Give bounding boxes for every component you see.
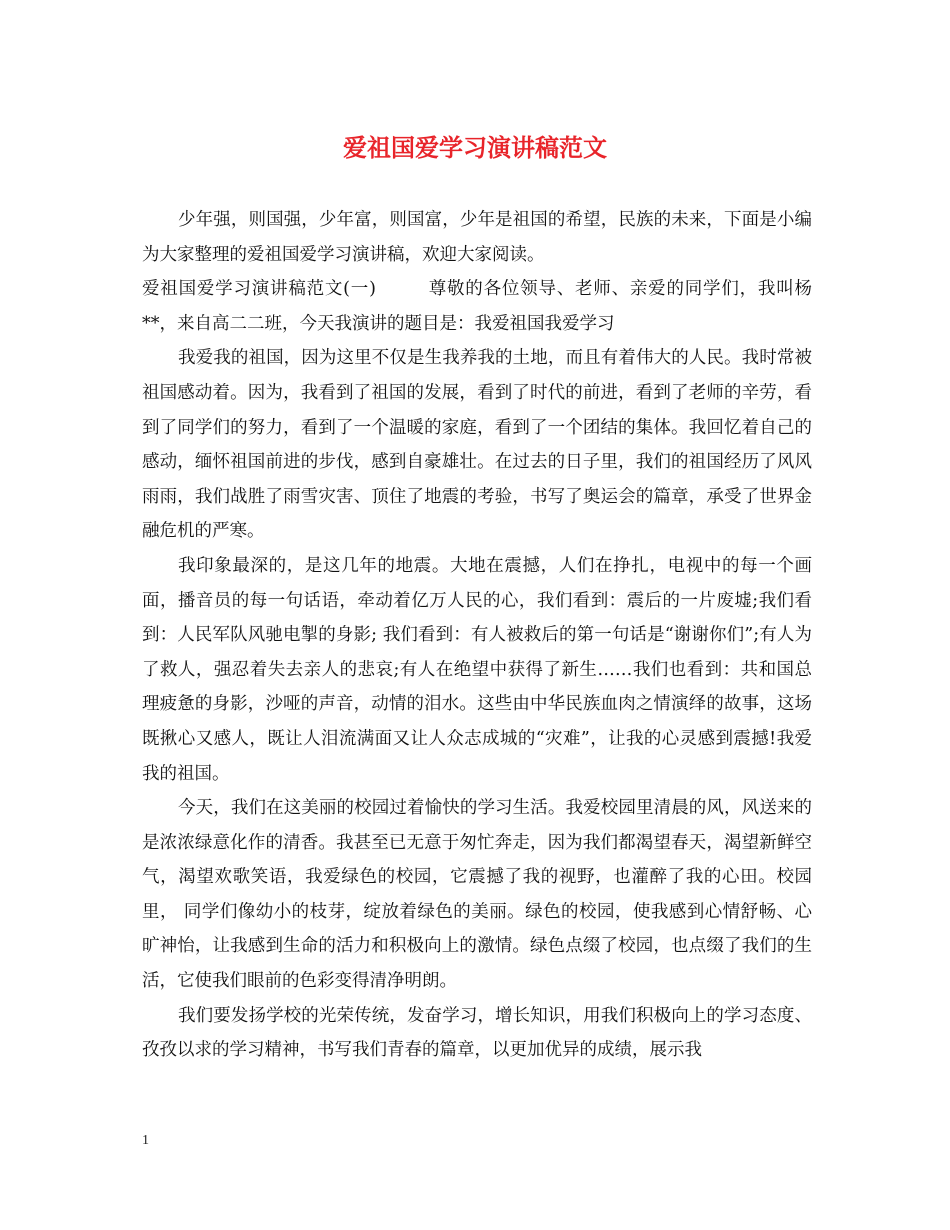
document-body [142,203,812,1068]
intro-paragraph: 少年强，则国强，少年富，则国富，少年是祖国的希望，民族的未来，下面是小编为大家整理的爱祖国爱学习演讲稿，欢迎大家阅读。 [142,210,812,265]
section-heading-line [142,272,812,341]
body-paragraph-2: 我印象最深的，是这几年的地震。大地在震撼，人们在挣扎，电视中的每一个画面，播音员的每一句话语，牵动着亿万人民的心，我们看到：震后的一片废墟;我们看到：人民军队风驰电掣的身影; 我们看到：有人被救后的第一句话是“谢谢你们”;有人为了救人，强忍着失去亲人的悲哀;有人在绝望中获得了新生……我们也看到：共和国总理疲惫的身影，沙哑的声音，动情的泪水。这些由中华民族血肉之情演绎的故事，这场既揪心又感人，既让人泪流满面又让人众志成城的“灾难”，让我的心灵感到震撼!我爱我的祖国。 [142,555,812,784]
section-heading: 爱祖国爱学习演讲稿范文(一) [142,279,376,300]
greeting-text: 尊敬的各位领导、老师、亲爱的同学们，我叫杨**，来自高二二班，今天我演讲的题目是：我爱祖国我爱学习 [142,279,813,334]
document-title: 爱祖国爱学习演讲稿范文 [343,133,607,162]
page-number: 1 [142,1133,149,1148]
body-paragraph-3: 今天，我们在这美丽的校园过着愉快的学习生活。我爱校园里清晨的风，风送来的是浓浓绿意化作的清香。我甚至已无意于匆忙奔走，因为我们都渴望春天，渴望新鲜空气，渴望欢歌笑语，我爱绿色的校园，它震撼了我的视野，也灌醉了我的心田。校园里， 同学们像幼小的枝芽，绽放着绿色的美丽。绿色的校园，使我感到心情舒畅、心旷神怡，让我感到生命的活力和积极向上的激情。绿色点缀了校园，也点缀了我们的生活，它使我们眼前的色彩变得清净明朗。 [142,798,812,992]
body-paragraph-1: 我爱我的祖国，因为这里不仅是生我养我的土地，而且有着伟大的人民。我时常被祖国感动着。因为，我看到了祖国的发展，看到了时代的前进，看到了老师的辛劳，看到了同学们的努力，看到了一个温暖的家庭，看到了一个团结的集体。我回忆着自己的 感动，缅怀祖国前进的步伐，感到自豪雄壮。在过去的日子里，我们的祖国经历了风风雨雨，我们战胜了雨雪灾害、顶住了地震的考验，书写了奥运会的篇章，承受了世界金融危机的严寒。 [142,348,812,542]
body-paragraph-4: 我们要发扬学校的光荣传统，发奋学习，增长知识，用我们积极向上的学习态度、孜孜以求的学习精神，书写我们青春的篇章，以更加优异的成绩，展示我 [142,1005,812,1061]
